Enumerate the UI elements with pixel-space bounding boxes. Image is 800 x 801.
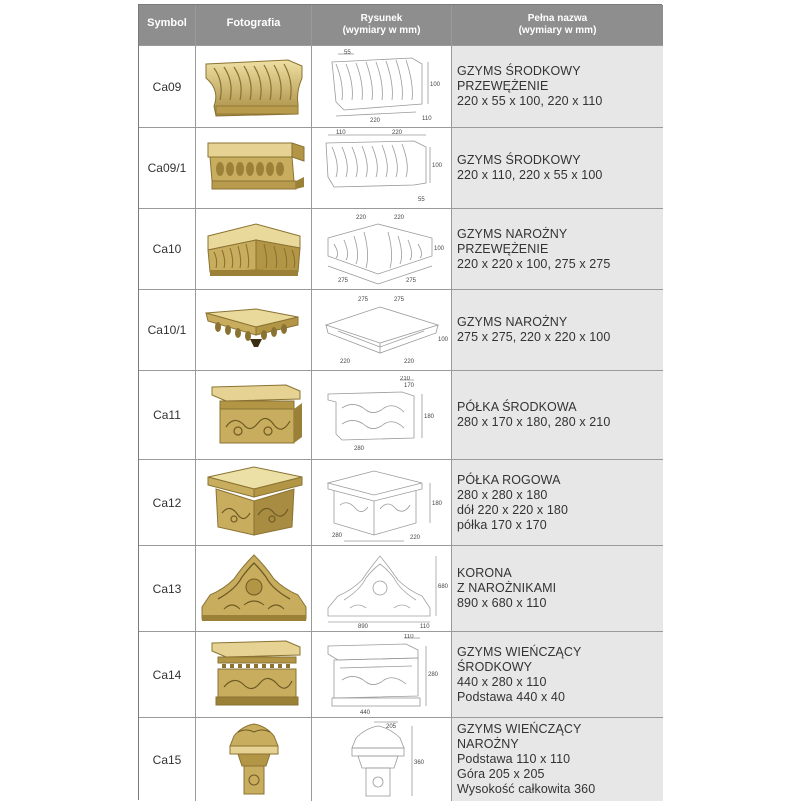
svg-text:55: 55 [417,197,425,203]
svg-text:220: 220 [393,215,404,221]
svg-text:100: 100 [431,163,442,169]
technical-drawing [312,46,452,128]
header-nazwa: Pełna nazwa (wymiary w mm) [452,5,663,46]
symbol-cell: Ca14 [139,632,196,718]
product-photo [196,290,312,371]
product-name: GZYMS WIEŃCZĄCY ŚRODKOWY 440 x 280 x 110 Podstawa 440 x 40 [452,632,663,718]
svg-text:440: 440 [359,709,370,716]
product-photo [196,718,312,801]
svg-text:220: 220 [409,534,420,541]
svg-text:280: 280 [353,446,364,452]
svg-text:220: 220 [403,359,414,365]
svg-text:220: 220 [391,130,402,136]
product-photo [196,128,312,209]
svg-text:360: 360 [413,759,424,766]
svg-text:110: 110 [419,623,430,630]
technical-drawing [312,718,452,801]
product-name: GZYMS ŚRODKOWY PRZEWĘŻENIE 220 x 55 x 100, 220 x 110 [452,46,663,128]
svg-text:180: 180 [431,500,442,507]
symbol-cell: Ca10 [139,209,196,290]
svg-text:280: 280 [427,671,438,678]
product-name: PÓŁKA ROGOWA 280 x 280 x 180 dół 220 x 220 x 180 półka 170 x 170 [452,460,663,546]
svg-text:110: 110 [421,115,432,122]
svg-text:275: 275 [405,278,416,284]
svg-text:220: 220 [369,117,380,124]
product-photo [196,546,312,632]
svg-text:275: 275 [357,297,368,303]
svg-text:110: 110 [335,130,346,136]
product-photo [196,632,312,718]
svg-text:275: 275 [337,278,348,284]
svg-text:100: 100 [433,246,444,252]
technical-drawing [312,632,452,718]
svg-text:220: 220 [355,215,366,221]
svg-text:55: 55 [343,49,351,56]
product-name: GZYMS WIEŃCZĄCY NAROŻNY Podstawa 110 x 110 Góra 205 x 205 Wysokość całkowita 360 [452,718,663,801]
svg-text:180: 180 [423,414,434,420]
symbol-cell: Ca10/1 [139,290,196,371]
symbol-cell: Ca15 [139,718,196,801]
product-name: KORONA Z NAROŻNIKAMI 890 x 680 x 110 [452,546,663,632]
product-name: GZYMS NAROŻNY PRZEWĘŻENIE 220 x 220 x 100, 275 x 275 [452,209,663,290]
header-rysunek: Rysunek (wymiary w mm) [312,5,452,46]
svg-text:280: 280 [331,532,342,539]
product-name: GZYMS NAROŻNY 275 x 275, 220 x 220 x 100 [452,290,663,371]
svg-text:275: 275 [393,297,404,303]
technical-drawing [312,290,452,371]
technical-drawing [312,128,452,209]
technical-drawing [312,209,452,290]
svg-text:100: 100 [437,337,448,343]
svg-text:100: 100 [429,81,440,88]
svg-text:170: 170 [403,383,414,389]
svg-text:220: 220 [339,359,350,365]
symbol-cell: Ca11 [139,371,196,460]
technical-drawing [312,546,452,632]
symbol-cell: Ca09 [139,46,196,128]
symbol-cell: Ca12 [139,460,196,546]
symbol-cell: Ca13 [139,546,196,632]
product-photo [196,46,312,128]
header-symbol: Symbol [139,5,196,46]
product-photo [196,371,312,460]
product-photo [196,209,312,290]
product-name: PÓŁKA ŚRODKOWA 280 x 170 x 180, 280 x 210 [452,371,663,460]
svg-text:205: 205 [385,723,396,730]
svg-text:890: 890 [357,623,368,630]
product-name: GZYMS ŚRODKOWY 220 x 110, 220 x 55 x 100 [452,128,663,209]
product-table [138,4,662,800]
technical-drawing [312,371,452,460]
product-photo [196,460,312,546]
svg-text:210: 210 [399,376,410,382]
svg-text:110: 110 [403,633,414,640]
technical-drawing [312,460,452,546]
symbol-cell: Ca09/1 [139,128,196,209]
header-foto: Fotografia [196,5,312,46]
svg-text:680: 680 [437,583,448,590]
